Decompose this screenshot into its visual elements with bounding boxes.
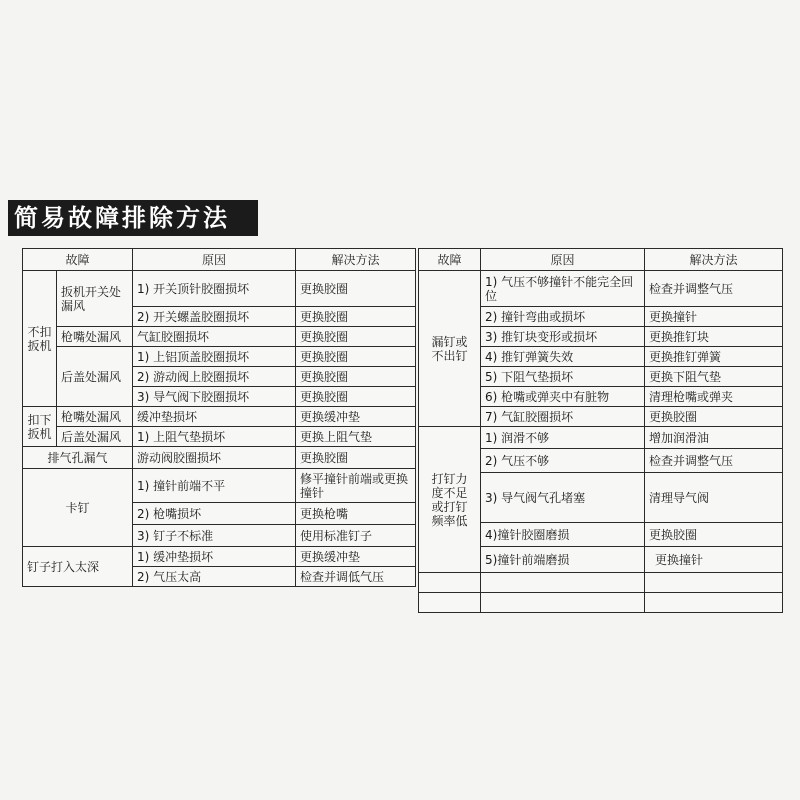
fault-nail-too-deep: 钉子打入太深: [23, 547, 133, 587]
cause-cell: 2) 游动阀上胶圈损坏: [133, 367, 296, 387]
header-solution: 解决方法: [645, 249, 783, 271]
cause-cell: 1) 缓冲垫损坏: [133, 547, 296, 567]
cause-cell: 气缸胶圈损坏: [133, 327, 296, 347]
cause-cell: 2) 气压太高: [133, 567, 296, 587]
sub-fault-back-cover: 后盖处漏风: [57, 427, 133, 447]
fault-group-not-pulled: 不扣 扳机: [23, 271, 57, 407]
empty-cell: [481, 573, 645, 593]
solution-cell: 清理导气阀: [645, 473, 783, 523]
sub-fault-back-cover: 后盖处漏风: [57, 347, 133, 407]
sub-fault-trigger-switch: 扳机开关处漏风: [57, 271, 133, 327]
cause-cell: 1) 气压不够撞针不能完全回位: [481, 271, 645, 307]
solution-cell: 更换胶圈: [645, 523, 783, 547]
solution-cell: 更换枪嘴: [296, 503, 416, 525]
cause-cell: 3) 导气阀下胶圈损坏: [133, 387, 296, 407]
sub-fault-nozzle: 枪嘴处漏风: [57, 327, 133, 347]
right-troubleshooting-table: [418, 248, 783, 613]
solution-cell: 更换胶圈: [296, 387, 416, 407]
cause-cell: 2) 撞针弯曲或损坏: [481, 307, 645, 327]
cause-cell: 7) 气缸胶圈损坏: [481, 407, 645, 427]
cause-cell: 6) 枪嘴或弹夹中有脏物: [481, 387, 645, 407]
solution-cell: 更换下阻气垫: [645, 367, 783, 387]
cause-cell: 3) 导气阀气孔堵塞: [481, 473, 645, 523]
cause-cell: 5)撞针前端磨损: [481, 547, 645, 573]
solution-cell: 更换胶圈: [296, 447, 416, 469]
solution-cell: 更换上阻气垫: [296, 427, 416, 447]
solution-cell: 修平撞针前端或更换撞针: [296, 469, 416, 503]
solution-cell: 更换缓冲垫: [296, 547, 416, 567]
left-troubleshooting-table: [22, 248, 416, 587]
solution-cell: 更换胶圈: [296, 367, 416, 387]
header-fault: 故障: [419, 249, 481, 271]
cause-cell: 4) 推钉弹簧失效: [481, 347, 645, 367]
cause-cell: 2) 枪嘴损坏: [133, 503, 296, 525]
cause-cell: 4)撞针胶圈磨损: [481, 523, 645, 547]
solution-cell: 更换胶圈: [296, 271, 416, 307]
solution-cell: 更换推钉弹簧: [645, 347, 783, 367]
fault-group-pulled: 扣下 扳机: [23, 407, 57, 447]
empty-cell: [419, 573, 481, 593]
fault-exhaust-leak: 排气孔漏气: [23, 447, 133, 469]
solution-cell: 检查并调整气压: [645, 271, 783, 307]
fault-nail-jam: 卡钉: [23, 469, 133, 547]
sub-fault-nozzle: 枪嘴处漏风: [57, 407, 133, 427]
fault-missed-nail: 漏钉或 不出钉: [419, 271, 481, 427]
header-cause: 原因: [481, 249, 645, 271]
solution-cell: 更换胶圈: [296, 307, 416, 327]
solution-cell: 使用标准钉子: [296, 525, 416, 547]
header-solution: 解决方法: [296, 249, 416, 271]
cause-cell: 缓冲垫损坏: [133, 407, 296, 427]
cause-cell: 1) 上阻气垫损坏: [133, 427, 296, 447]
cause-cell: 5) 下阻气垫损坏: [481, 367, 645, 387]
cause-cell: 3) 推钉块变形或损坏: [481, 327, 645, 347]
solution-cell: 更换撞针: [645, 547, 783, 573]
solution-cell: 更换胶圈: [296, 327, 416, 347]
solution-cell: 更换胶圈: [296, 347, 416, 367]
solution-cell: 更换撞针: [645, 307, 783, 327]
cause-cell: 1) 上铝顶盖胶圈损坏: [133, 347, 296, 367]
solution-cell: 检查并调低气压: [296, 567, 416, 587]
solution-cell: 增加润滑油: [645, 427, 783, 449]
header-fault: 故障: [23, 249, 133, 271]
cause-cell: 游动阀胶圈损坏: [133, 447, 296, 469]
page-title: 简易故障排除方法: [8, 200, 258, 236]
header-cause: 原因: [133, 249, 296, 271]
empty-cell: [419, 593, 481, 613]
solution-cell: 检查并调整气压: [645, 449, 783, 473]
cause-cell: 2) 气压不够: [481, 449, 645, 473]
fault-weak-force: 打钉力 度不足 或打钉 频率低: [419, 427, 481, 573]
cause-cell: 2) 开关螺盖胶圈损坏: [133, 307, 296, 327]
cause-cell: 1) 撞针前端不平: [133, 469, 296, 503]
cause-cell: 1) 润滑不够: [481, 427, 645, 449]
empty-cell: [481, 593, 645, 613]
empty-cell: [645, 573, 783, 593]
solution-cell: 更换缓冲垫: [296, 407, 416, 427]
solution-cell: 更换推钉块: [645, 327, 783, 347]
solution-cell: 清理枪嘴或弹夹: [645, 387, 783, 407]
solution-cell: 更换胶圈: [645, 407, 783, 427]
cause-cell: 3) 钉子不标准: [133, 525, 296, 547]
cause-cell: 1) 开关顶针胶圈损坏: [133, 271, 296, 307]
empty-cell: [645, 593, 783, 613]
